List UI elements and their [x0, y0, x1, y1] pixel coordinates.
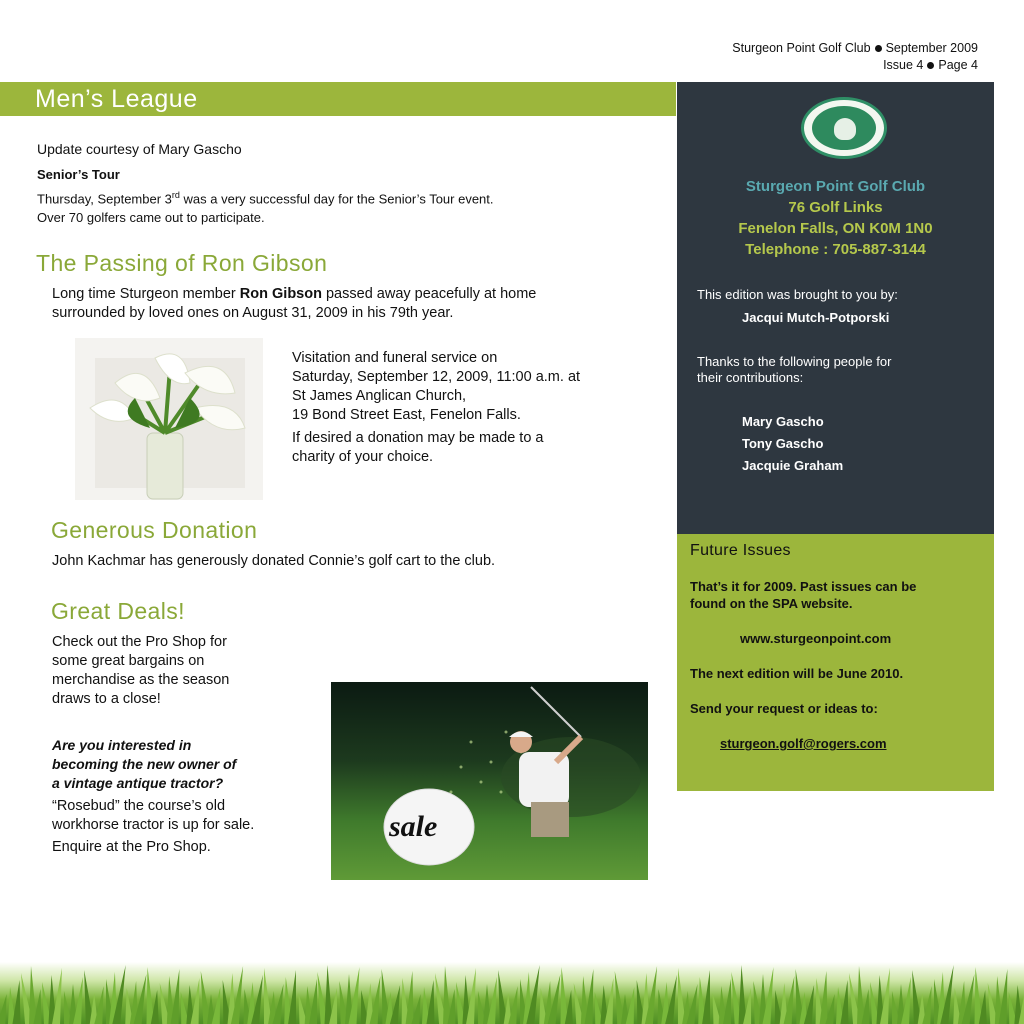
leaf-icon	[834, 118, 856, 140]
brought-by: This edition was brought to you by:	[697, 287, 898, 302]
thanks-line-1: Thanks to the following people for	[697, 354, 892, 369]
next-edition: The next edition will be June 2010.	[690, 666, 904, 681]
header-date: September 2009	[885, 41, 978, 55]
visitation-line-3: St James Anglican Church,	[292, 388, 467, 404]
passing-paragraph	[52, 285, 536, 323]
contributor: Mary Gascho	[742, 414, 824, 429]
tractor-line-1: “Rosebud” the course’s old	[52, 798, 226, 814]
deals-line-3: merchandise as the season	[52, 672, 230, 688]
logo-badge	[812, 106, 876, 150]
seniors-text-a: Thursday, September 3	[37, 191, 172, 207]
future-line-2: found on the SPA website.	[690, 596, 853, 611]
club-phone: Telephone : 705-887-3144	[745, 241, 926, 258]
address-line-1: 76 Golf Links	[788, 199, 883, 216]
header-issue: Issue 4	[883, 58, 924, 72]
deals-title: Great Deals!	[51, 598, 185, 624]
visitation-line-2: Saturday, September 12, 2009, 11:00 a.m. at	[292, 369, 581, 385]
club-logo	[801, 97, 887, 159]
visitation-line-1: Visitation and funeral service on	[292, 350, 498, 366]
calla-lily-image	[75, 338, 263, 500]
contributors-list	[742, 411, 843, 477]
header-club: Sturgeon Point Golf Club	[732, 41, 871, 55]
question-line-2: becoming the new owner of	[52, 756, 237, 772]
visitation-line-4: 19 Bond Street East, Fenelon Falls.	[292, 407, 521, 423]
seniors-text	[37, 186, 494, 227]
address-line-2: Fenelon Falls, ON K0M 1N0	[738, 220, 933, 237]
contributor: Jacquie Graham	[742, 458, 844, 473]
passing-title: The Passing of Ron Gibson	[36, 250, 328, 276]
question-line-3: a vintage antique tractor?	[52, 775, 224, 791]
deals-line-4: draws to a close!	[52, 691, 161, 707]
seniors-text-b: was a very successful day for the Senior’s Tour event.	[179, 191, 494, 207]
email-link[interactable]: sturgeon.golf@rogers.com	[720, 736, 887, 751]
donation-line-1: If desired a donation may be made to a	[292, 430, 544, 446]
tractor-question	[52, 736, 236, 793]
seniors-sup: rd	[171, 190, 180, 200]
question-line-1: Are you interested in	[52, 737, 192, 753]
passing-text-c: surrounded by loved ones on August 31, 2009 in his 79th year.	[52, 305, 454, 321]
mens-league-title: Men’s League	[35, 85, 198, 113]
tractor-line-3: Enquire at the Pro Shop.	[52, 839, 211, 855]
future-issues-panel	[677, 534, 994, 791]
passing-text-a: Long time Sturgeon member	[52, 286, 240, 302]
thanks-text	[697, 354, 891, 386]
donation-title: Generous Donation	[51, 517, 258, 543]
deals-text	[52, 633, 229, 709]
update-credit: Update courtesy of Mary Gascho	[37, 141, 242, 157]
editor-name: Jacqui Mutch-Potporski	[742, 310, 890, 325]
club-address	[677, 176, 994, 260]
golf-sale-image	[331, 682, 648, 880]
passing-text-b: passed away peacefully at home	[321, 286, 537, 302]
deals-line-1: Check out the Pro Shop for	[52, 634, 227, 650]
bullet-icon	[875, 45, 882, 52]
club-name: Sturgeon Point Golf Club	[745, 178, 926, 195]
website-link[interactable]: www.sturgeonpoint.com	[740, 631, 892, 646]
tractor-line-2: workhorse tractor is up for sale.	[52, 817, 255, 833]
passing-name: Ron Gibson	[239, 286, 322, 302]
deals-line-2: some great bargains on	[52, 653, 205, 669]
future-text	[690, 578, 916, 612]
future-title: Future Issues	[690, 542, 791, 559]
grass-footer	[0, 962, 1024, 1024]
bullet-icon	[927, 62, 934, 69]
page-header	[732, 40, 978, 74]
donation-text: John Kachmar has generously donated Connie’s golf cart to the club.	[52, 553, 496, 569]
sale-label: sale	[389, 810, 438, 843]
send-request: Send your request or ideas to:	[690, 701, 878, 716]
seniors-text-c: Over 70 golfers came out to participate.	[37, 210, 265, 226]
future-line-1: That’s it for 2009. Past issues can be	[690, 579, 917, 594]
section-band	[0, 82, 676, 116]
tractor-text	[52, 797, 254, 857]
seniors-heading: Senior’s Tour	[37, 167, 120, 182]
donation-line-2: charity of your choice.	[292, 449, 434, 465]
thanks-line-2: their contributions:	[697, 370, 804, 385]
visitation-block	[292, 349, 580, 467]
contributor: Tony Gascho	[742, 436, 824, 451]
header-page: Page 4	[938, 58, 978, 72]
